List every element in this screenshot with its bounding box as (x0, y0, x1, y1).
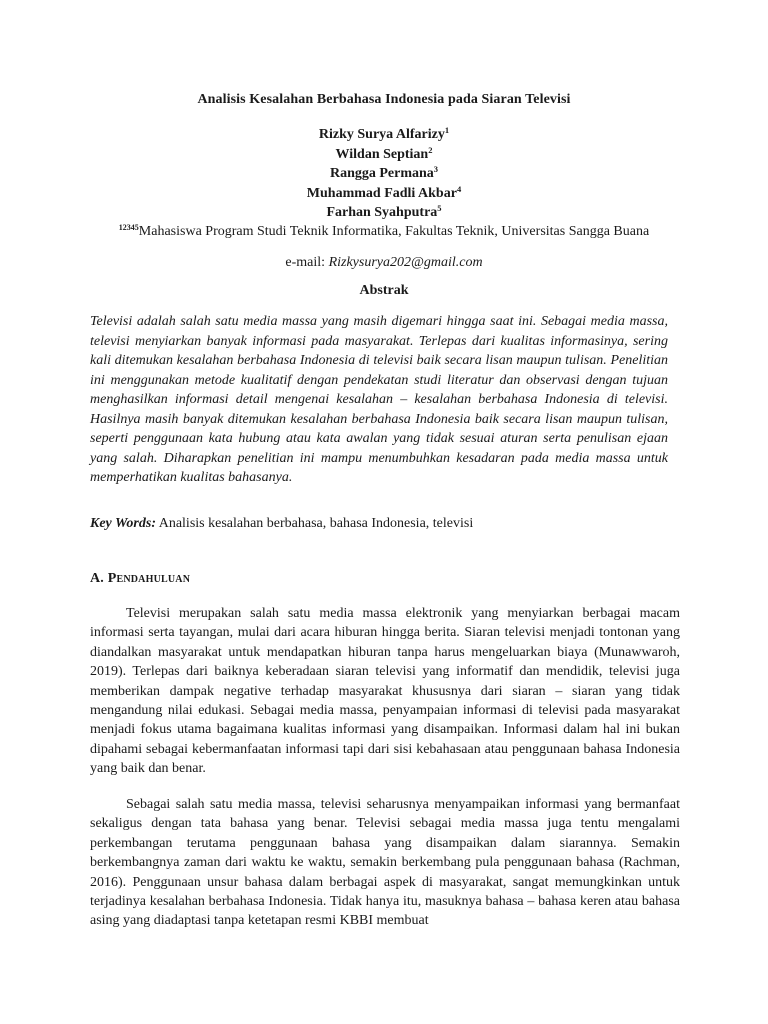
affiliation-text: Mahasiswa Program Studi Teknik Informatika, Fakultas Teknik, Universitas Sangga Buana (138, 224, 650, 239)
author-superscript: 5 (437, 203, 442, 213)
author-2 (0, 145, 768, 165)
paper-title: Analisis Kesalahan Berbahasa Indonesia pada Siaran Televisi (197, 92, 571, 107)
author-1 (0, 125, 768, 145)
email-line (0, 253, 768, 272)
author-name: Wildan Septian (335, 146, 429, 162)
keywords-line (90, 514, 680, 533)
email-label: e-mail: (285, 255, 329, 270)
section-heading: A. Pendahuluan (90, 571, 191, 586)
affiliation-superscript: 12345 (118, 223, 139, 232)
body-paragraph-1: Televisi merupakan salah satu media massa elektronik yang menyiarkan berbagai macam informasi serta tayangan, mulai dari acara hiburan hingga berita. Siaran televisi menjadi tontonan yang diandalkan masyarakat untuk mendapatkan hiburan tanpa harus mengeluarkan biaya (Munawwaroh, 2019). Terlepas dari baiknya keberadaan siaran televisi yang informatif dan mendidik, televisi juga memberikan dampak negative terhadap masyarakat khususnya dari siaran – siaran yang tidak mengandung nilai edukasi. Sebagai media massa, penyampaian informasi di televisi pada masyarakat menjadi fokus utama bagaimana kualitas informasi yang disampaikan. Informasi dalam hal ini bukan dipahami sebagai kebermanfaatan informasi tapi dari sisi kebahasaan atau penggunaan bahasa Indonesia yang baik dan benar. (90, 606, 680, 777)
author-5 (0, 203, 768, 223)
author-superscript: 2 (428, 144, 433, 155)
author-3 (0, 164, 768, 184)
abstract-heading: Abstrak (359, 283, 409, 298)
keywords-label: Key Words: (90, 516, 156, 531)
author-name: Rizky Surya Alfarizy (318, 127, 445, 142)
email-address: Rizkysurya202@gmail.com (328, 255, 483, 270)
body-paragraph-2: Sebagai salah satu media massa, televisi seharusnya menyampaikan informasi yang bermanfaat sekaligus dengan tata bahasa yang benar. Televisi sebagai media massa juga tentu mengalami perkembangan terutama penggunaan bahasa yang disampaikan dalam siarannya. Semakin berkembangnya zaman dari waktu ke waktu, semakin berkembang pula penggunaan bahasa (Rachman, 2016). Penggunaan unsur bahasa dalam berbagai aspek di masyarakat, sangat memungkinkan untuk terjadinya kesalahan berbahasa Indonesia. Tidak hanya itu, masuknya bahasa – bahasa keren atau bahasa asing yang diadaptasi tanpa ketetapan resmi KBBI membuat (90, 797, 680, 929)
author-4 (0, 184, 768, 204)
author-superscript: 1 (444, 125, 450, 135)
author-name: Muhammad Fadli Akbar (306, 185, 457, 201)
affiliation (0, 222, 768, 241)
abstract-body: Televisi adalah salah satu media massa yang masih digemari hingga saat ini. Sebagai media massa, televisi menyiarkan banyak informasi pada masyarakat. Terlepas dari kualitas informasinya, sering kali ditemukan kesalahan berbahasa Indonesia di televisi baik secara lisan maupun tulisan. Penelitian ini menggunakan metode kualitatif dengan pendekatan studi literatur dan observasi dengan tujuan menghasilkan informasi detail mengenai kesalahan – kesalahan berbahasa Indonesia di televisi. Hasilnya masih banyak ditemukan kesalahan berbahasa Indonesia baik secara lisan maupun tulisan, seperti penggunaan kata hubung atau kata awalan yang tidak sesuai aturan serta penulisan ejaan yang salah. Diharapkan penelitian ini mampu menumbuhkan kesadaran pada media massa untuk memperhatikan kualitas bahasanya. (90, 314, 668, 485)
author-name: Rangga Permana (329, 166, 434, 181)
author-superscript: 4 (456, 183, 462, 194)
keywords-text: Analisis kesalahan berbahasa, bahasa Indonesia, televisi (158, 516, 474, 531)
author-list (0, 125, 768, 223)
author-superscript: 3 (433, 164, 439, 174)
author-name: Farhan Syahputra (326, 205, 438, 220)
